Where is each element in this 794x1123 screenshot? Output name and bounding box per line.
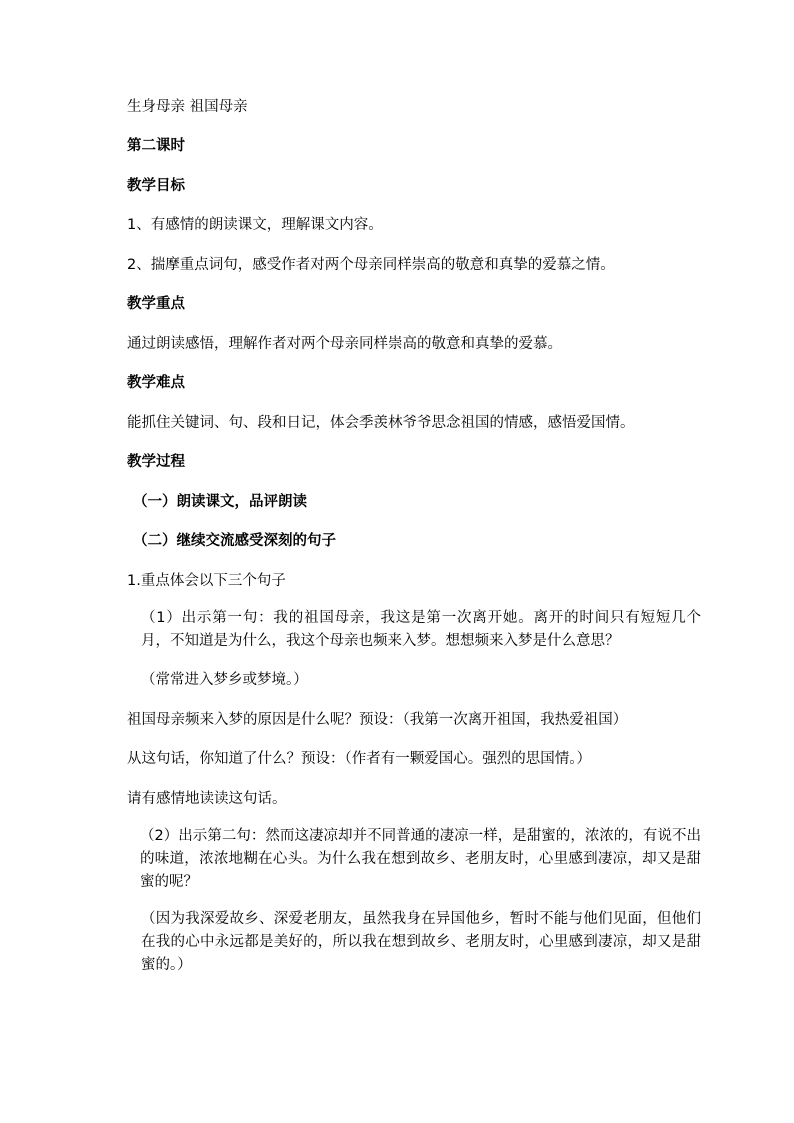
lesson-label: 第二课时 (127, 138, 185, 154)
process-heading: 教学过程 (127, 454, 185, 470)
question-3: 从这句话，你知道了什么？预设：（作者有一颗爱国心。强烈的思国情。） (127, 751, 591, 767)
answer-2: （因为我深爱故乡、深爱老朋友，虽然我身在异国他乡，暂时不能与他们见面，但他们在我的心中永远都是美好的，所以我在想到故乡、老朋友时，心里感到凄凉，却又是甜蜜的。） (141, 911, 701, 973)
document-title: 生身母亲 祖国母亲 (127, 99, 248, 115)
sentence-2: （2）出示第二句：然而这凄凉却并不同普通的凄凉一样，是甜蜜的，浓浓的，有说不出的味道，浓浓地糊在心头。为什么我在想到故乡、老朋友时，心里感到凄凉，却又是甜蜜的呢？ (140, 828, 701, 890)
difficulties-text: 能抓住关键词、句、段和日记，体会季羡林爷爷思念祖国的情感，感悟爱国情。 (127, 415, 635, 431)
instruction-read: 请有感情地读读这句话。 (127, 791, 287, 807)
sentence-1: （1）出示第一句：我的祖国母亲，我这是第一次离开她。离开的时间只有短短几个月，不知道是为什么，我这个母亲也频来入梦。想想频来入梦是什么意思？ (141, 610, 701, 649)
objectives-heading: 教学目标 (127, 178, 185, 194)
answer-1: （常常进入梦乡或梦境。） (141, 672, 308, 688)
question-2: 祖国母亲频来入梦的原因是什么呢？预设：（我第一次离开祖国，我热爱祖国） (127, 712, 628, 728)
document-page (127, 0, 701, 1123)
step-2: （二）继续交流感受深刻的句子 (133, 533, 336, 549)
item-1: 1.重点体会以下三个句子 (127, 573, 286, 589)
objective-1: 1、有感情的朗读课文，理解课文内容。 (127, 217, 383, 233)
difficulties-heading: 教学难点 (127, 375, 185, 391)
key-points-text: 通过朗读感悟，理解作者对两个母亲同样崇高的敬意和真挚的爱慕。 (127, 336, 562, 352)
key-points-heading: 教学重点 (127, 296, 185, 312)
objective-2: 2、揣摩重点词句，感受作者对两个母亲同样崇高的敬意和真挚的爱慕之情。 (127, 257, 615, 273)
step-1: （一）朗读课文，品评朗读 (133, 494, 307, 510)
